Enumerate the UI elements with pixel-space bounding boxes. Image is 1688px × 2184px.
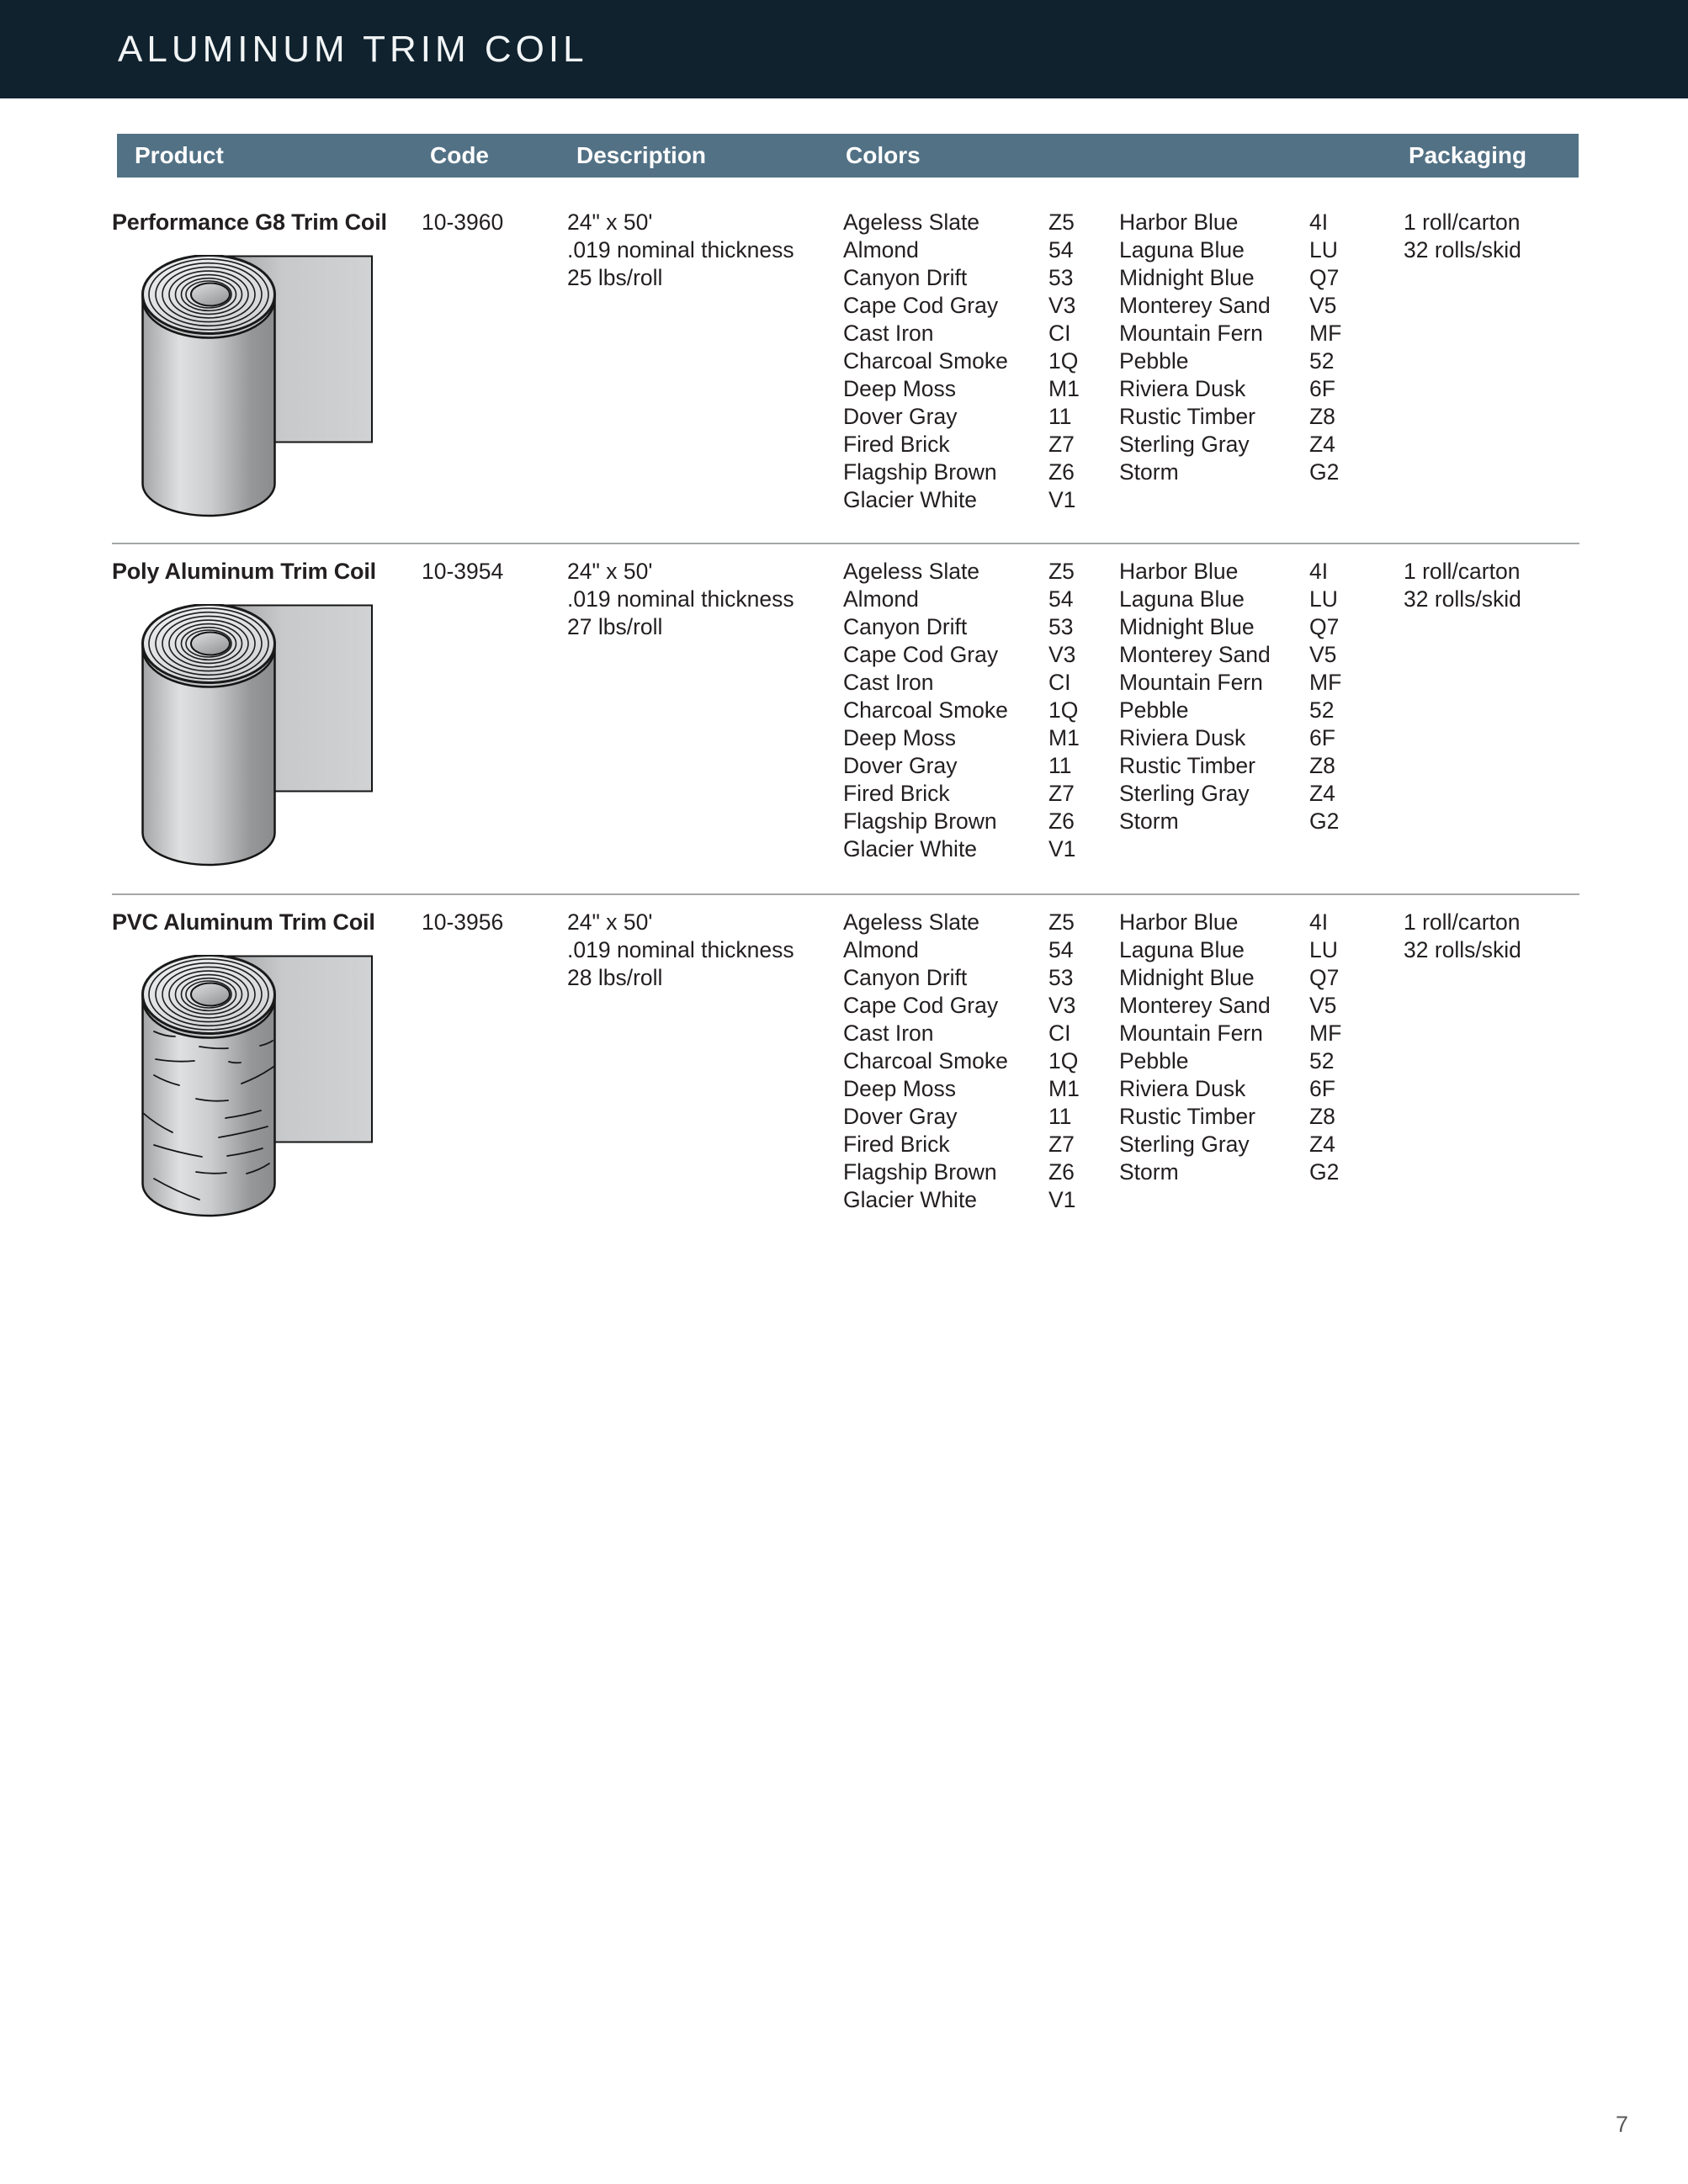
description-line: 24" x 50' bbox=[567, 559, 653, 584]
color-item bbox=[1119, 236, 1404, 264]
color-code: V3 bbox=[1048, 993, 1076, 1018]
color-name: Flagship Brown bbox=[843, 1159, 997, 1185]
color-name: Almond bbox=[843, 586, 919, 612]
color-list-column-1 bbox=[843, 209, 1119, 514]
color-item bbox=[843, 1020, 1119, 1047]
color-item bbox=[1119, 936, 1404, 964]
color-code: Q7 bbox=[1309, 965, 1340, 990]
color-name: Midnight Blue bbox=[1119, 614, 1255, 639]
color-code: V3 bbox=[1048, 293, 1076, 318]
color-name: Monterey Sand bbox=[1119, 993, 1271, 1018]
color-name: Glacier White bbox=[843, 836, 978, 861]
color-code: Z8 bbox=[1309, 753, 1335, 778]
color-item bbox=[843, 320, 1119, 347]
color-item bbox=[843, 909, 1119, 936]
color-item bbox=[1119, 264, 1404, 292]
color-item bbox=[1119, 431, 1404, 459]
textured-pvc-trim-coil-roll-illustration bbox=[141, 955, 374, 1217]
page-title: ALUMINUM TRIM COIL bbox=[118, 29, 588, 70]
color-item bbox=[1119, 586, 1404, 613]
product-name: Performance G8 Trim Coil bbox=[112, 209, 387, 235]
color-name: Riviera Dusk bbox=[1119, 376, 1246, 401]
color-code: 54 bbox=[1048, 586, 1074, 612]
color-code: 52 bbox=[1309, 697, 1335, 723]
description-line: 25 lbs/roll bbox=[567, 265, 663, 290]
color-item bbox=[1119, 1020, 1404, 1047]
color-code: Z7 bbox=[1048, 781, 1075, 806]
color-name: Charcoal Smoke bbox=[843, 1048, 1008, 1073]
description-line: .019 nominal thickness bbox=[567, 586, 794, 612]
color-name: Monterey Sand bbox=[1119, 293, 1271, 318]
color-list-column-2 bbox=[1119, 558, 1404, 835]
color-item bbox=[1119, 697, 1404, 724]
color-name: Pebble bbox=[1119, 1048, 1189, 1073]
packaging-line: 1 roll/carton bbox=[1404, 909, 1521, 935]
color-code: 52 bbox=[1309, 1048, 1335, 1073]
color-code: Z8 bbox=[1309, 404, 1335, 429]
color-name: Flagship Brown bbox=[843, 459, 997, 485]
color-code: G2 bbox=[1309, 459, 1340, 485]
product-cell bbox=[112, 558, 422, 867]
color-code: 4I bbox=[1309, 559, 1329, 584]
color-name: Dover Gray bbox=[843, 753, 958, 778]
color-item bbox=[843, 724, 1119, 752]
color-item bbox=[1119, 1103, 1404, 1131]
description-line: 28 lbs/roll bbox=[567, 965, 663, 990]
color-item bbox=[1119, 459, 1404, 486]
packaging-info bbox=[1404, 558, 1579, 613]
color-code: 6F bbox=[1309, 725, 1335, 750]
color-name: Fired Brick bbox=[843, 1132, 950, 1157]
color-item bbox=[843, 1158, 1119, 1186]
color-name: Ageless Slate bbox=[843, 209, 980, 235]
color-name: Laguna Blue bbox=[1119, 937, 1245, 962]
color-code: Q7 bbox=[1309, 614, 1340, 639]
column-header-code: Code bbox=[430, 142, 489, 168]
color-name: Cape Cod Gray bbox=[843, 293, 999, 318]
product-description bbox=[567, 909, 843, 992]
color-name: Storm bbox=[1119, 459, 1179, 485]
color-list-column-1 bbox=[843, 558, 1119, 863]
color-item bbox=[843, 486, 1119, 514]
color-code: Z5 bbox=[1048, 909, 1075, 935]
color-item bbox=[843, 964, 1119, 992]
color-code: 11 bbox=[1048, 753, 1072, 778]
color-name: Flagship Brown bbox=[843, 808, 997, 834]
color-item bbox=[843, 558, 1119, 586]
color-name: Pebble bbox=[1119, 348, 1189, 374]
color-code: LU bbox=[1309, 937, 1338, 962]
color-code: Z6 bbox=[1048, 1159, 1075, 1185]
product-description bbox=[567, 209, 843, 292]
color-code: M1 bbox=[1048, 725, 1080, 750]
packaging-line: 1 roll/carton bbox=[1404, 559, 1521, 584]
color-name: Storm bbox=[1119, 1159, 1179, 1185]
color-name: Almond bbox=[843, 237, 919, 262]
description-line: 24" x 50' bbox=[567, 209, 653, 235]
color-name: Canyon Drift bbox=[843, 965, 968, 990]
color-code: CI bbox=[1048, 670, 1071, 695]
color-item bbox=[843, 264, 1119, 292]
color-code: Z4 bbox=[1309, 781, 1335, 806]
color-name: Sterling Gray bbox=[1119, 432, 1250, 457]
color-item bbox=[1119, 292, 1404, 320]
color-item bbox=[1119, 909, 1404, 936]
color-name: Dover Gray bbox=[843, 1104, 958, 1129]
color-item bbox=[1119, 320, 1404, 347]
packaging-line: 32 rolls/skid bbox=[1404, 937, 1521, 962]
color-code: V1 bbox=[1048, 487, 1076, 512]
color-item bbox=[1119, 992, 1404, 1020]
color-code: Q7 bbox=[1309, 265, 1340, 290]
color-code: 11 bbox=[1048, 404, 1072, 429]
color-name: Harbor Blue bbox=[1119, 209, 1239, 235]
product-description bbox=[567, 558, 843, 641]
color-item bbox=[1119, 375, 1404, 403]
color-name: Deep Moss bbox=[843, 725, 957, 750]
product-name: Poly Aluminum Trim Coil bbox=[112, 559, 376, 584]
description-line: .019 nominal thickness bbox=[567, 937, 794, 962]
color-name: Harbor Blue bbox=[1119, 559, 1239, 584]
color-item bbox=[843, 1186, 1119, 1214]
color-name: Ageless Slate bbox=[843, 559, 980, 584]
color-name: Storm bbox=[1119, 808, 1179, 834]
color-code: 53 bbox=[1048, 265, 1074, 290]
color-name: Charcoal Smoke bbox=[843, 348, 1008, 374]
color-code: 1Q bbox=[1048, 348, 1079, 374]
product-cell bbox=[112, 909, 422, 1217]
color-code: 1Q bbox=[1048, 1048, 1079, 1073]
color-code: CI bbox=[1048, 1020, 1071, 1046]
color-item bbox=[1119, 641, 1404, 669]
color-name: Deep Moss bbox=[843, 1076, 957, 1101]
color-item bbox=[843, 431, 1119, 459]
packaging-info bbox=[1404, 909, 1579, 964]
color-item bbox=[843, 780, 1119, 808]
color-code: CI bbox=[1048, 321, 1071, 346]
color-item bbox=[843, 459, 1119, 486]
color-item bbox=[843, 992, 1119, 1020]
color-code: 4I bbox=[1309, 909, 1329, 935]
product-row bbox=[112, 893, 1579, 1254]
color-name: Harbor Blue bbox=[1119, 909, 1239, 935]
color-item bbox=[1119, 1131, 1404, 1158]
color-item bbox=[1119, 669, 1404, 697]
color-code: 53 bbox=[1048, 614, 1074, 639]
color-name: Rustic Timber bbox=[1119, 404, 1255, 429]
color-name: Cape Cod Gray bbox=[843, 993, 999, 1018]
color-item bbox=[843, 936, 1119, 964]
color-item bbox=[843, 613, 1119, 641]
color-name: Fired Brick bbox=[843, 781, 950, 806]
color-name: Ageless Slate bbox=[843, 909, 980, 935]
color-code: MF bbox=[1309, 1020, 1342, 1046]
color-name: Charcoal Smoke bbox=[843, 697, 1008, 723]
color-name: Mountain Fern bbox=[1119, 670, 1263, 695]
color-item bbox=[843, 292, 1119, 320]
column-header-description: Description bbox=[576, 142, 707, 168]
packaging-line: 1 roll/carton bbox=[1404, 209, 1521, 235]
color-code: V1 bbox=[1048, 836, 1076, 861]
product-name: PVC Aluminum Trim Coil bbox=[112, 909, 375, 935]
smooth-trim-coil-roll-illustration bbox=[141, 604, 374, 867]
color-name: Pebble bbox=[1119, 697, 1189, 723]
color-code: LU bbox=[1309, 586, 1338, 612]
color-code: 53 bbox=[1048, 965, 1074, 990]
packaging-info bbox=[1404, 209, 1579, 264]
page-number: 7 bbox=[1616, 2112, 1629, 2137]
product-row bbox=[112, 178, 1579, 543]
color-name: Canyon Drift bbox=[843, 265, 968, 290]
color-item bbox=[843, 236, 1119, 264]
color-item bbox=[843, 209, 1119, 236]
color-name: Sterling Gray bbox=[1119, 781, 1250, 806]
description-line: 24" x 50' bbox=[567, 909, 653, 935]
color-code: LU bbox=[1309, 237, 1338, 262]
color-list-column-2 bbox=[1119, 209, 1404, 486]
product-cell bbox=[112, 209, 422, 517]
color-item bbox=[1119, 964, 1404, 992]
color-code: V3 bbox=[1048, 642, 1076, 667]
color-code: Z6 bbox=[1048, 808, 1075, 834]
color-item bbox=[843, 669, 1119, 697]
color-name: Deep Moss bbox=[843, 376, 957, 401]
color-code: 4I bbox=[1309, 209, 1329, 235]
color-code: Z4 bbox=[1309, 1132, 1335, 1157]
color-item bbox=[843, 641, 1119, 669]
color-code: M1 bbox=[1048, 376, 1080, 401]
color-item bbox=[843, 1131, 1119, 1158]
product-code: 10-3954 bbox=[422, 559, 504, 584]
color-code: 54 bbox=[1048, 237, 1074, 262]
color-code: MF bbox=[1309, 670, 1342, 695]
color-code: MF bbox=[1309, 321, 1342, 346]
color-name: Sterling Gray bbox=[1119, 1132, 1250, 1157]
color-item bbox=[1119, 403, 1404, 431]
color-name: Almond bbox=[843, 937, 919, 962]
color-item bbox=[1119, 1158, 1404, 1186]
color-name: Cast Iron bbox=[843, 321, 934, 346]
color-item bbox=[1119, 347, 1404, 375]
color-name: Fired Brick bbox=[843, 432, 950, 457]
color-list-column-2 bbox=[1119, 909, 1404, 1186]
color-item bbox=[843, 835, 1119, 863]
color-name: Mountain Fern bbox=[1119, 1020, 1263, 1046]
color-item bbox=[843, 347, 1119, 375]
color-code: 54 bbox=[1048, 937, 1074, 962]
description-line: .019 nominal thickness bbox=[567, 237, 794, 262]
color-code: Z8 bbox=[1309, 1104, 1335, 1129]
color-item bbox=[843, 1047, 1119, 1075]
color-item bbox=[1119, 558, 1404, 586]
color-item bbox=[1119, 780, 1404, 808]
color-code: Z6 bbox=[1048, 459, 1075, 485]
color-name: Riviera Dusk bbox=[1119, 1076, 1246, 1101]
color-code: 52 bbox=[1309, 348, 1335, 374]
color-code: Z7 bbox=[1048, 1132, 1075, 1157]
color-item bbox=[843, 375, 1119, 403]
color-code: G2 bbox=[1309, 1159, 1340, 1185]
color-item bbox=[843, 586, 1119, 613]
color-code: V5 bbox=[1309, 993, 1337, 1018]
color-item bbox=[843, 403, 1119, 431]
color-name: Midnight Blue bbox=[1119, 265, 1255, 290]
table-header-bar bbox=[117, 134, 1579, 178]
color-name: Cast Iron bbox=[843, 1020, 934, 1046]
color-name: Mountain Fern bbox=[1119, 321, 1263, 346]
color-code: 6F bbox=[1309, 376, 1335, 401]
color-name: Riviera Dusk bbox=[1119, 725, 1246, 750]
packaging-line: 32 rolls/skid bbox=[1404, 237, 1521, 262]
color-name: Laguna Blue bbox=[1119, 237, 1245, 262]
color-name: Laguna Blue bbox=[1119, 586, 1245, 612]
color-code: V5 bbox=[1309, 642, 1337, 667]
color-item bbox=[843, 808, 1119, 835]
product-code: 10-3960 bbox=[422, 209, 504, 235]
color-name: Rustic Timber bbox=[1119, 753, 1255, 778]
color-name: Canyon Drift bbox=[843, 614, 968, 639]
color-list-column-1 bbox=[843, 909, 1119, 1214]
smooth-trim-coil-roll-illustration bbox=[141, 255, 374, 517]
color-item bbox=[843, 752, 1119, 780]
product-code: 10-3956 bbox=[422, 909, 504, 935]
color-name: Cape Cod Gray bbox=[843, 642, 999, 667]
color-item bbox=[1119, 724, 1404, 752]
color-code: G2 bbox=[1309, 808, 1340, 834]
color-name: Rustic Timber bbox=[1119, 1104, 1255, 1129]
color-code: 11 bbox=[1048, 1104, 1072, 1129]
color-code: 6F bbox=[1309, 1076, 1335, 1101]
column-header-packaging: Packaging bbox=[1409, 142, 1527, 168]
color-item bbox=[1119, 1047, 1404, 1075]
packaging-line: 32 rolls/skid bbox=[1404, 586, 1521, 612]
color-name: Glacier White bbox=[843, 1187, 978, 1212]
color-name: Cast Iron bbox=[843, 670, 934, 695]
description-line: 27 lbs/roll bbox=[567, 614, 663, 639]
product-row bbox=[112, 543, 1579, 893]
column-header-colors: Colors bbox=[846, 142, 921, 168]
color-code: M1 bbox=[1048, 1076, 1080, 1101]
color-code: Z7 bbox=[1048, 432, 1075, 457]
page-header-band bbox=[0, 0, 1688, 98]
color-item bbox=[843, 697, 1119, 724]
color-code: V5 bbox=[1309, 293, 1337, 318]
color-code: Z5 bbox=[1048, 209, 1075, 235]
color-code: Z5 bbox=[1048, 559, 1075, 584]
column-header-product: Product bbox=[135, 142, 224, 168]
color-item bbox=[1119, 752, 1404, 780]
color-item bbox=[1119, 1075, 1404, 1103]
color-name: Glacier White bbox=[843, 487, 978, 512]
color-code: Z4 bbox=[1309, 432, 1335, 457]
color-item bbox=[1119, 613, 1404, 641]
color-item bbox=[843, 1075, 1119, 1103]
color-item bbox=[1119, 209, 1404, 236]
color-item bbox=[1119, 808, 1404, 835]
color-item bbox=[843, 1103, 1119, 1131]
color-name: Midnight Blue bbox=[1119, 965, 1255, 990]
color-code: 1Q bbox=[1048, 697, 1079, 723]
color-code: V1 bbox=[1048, 1187, 1076, 1212]
color-name: Monterey Sand bbox=[1119, 642, 1271, 667]
color-name: Dover Gray bbox=[843, 404, 958, 429]
